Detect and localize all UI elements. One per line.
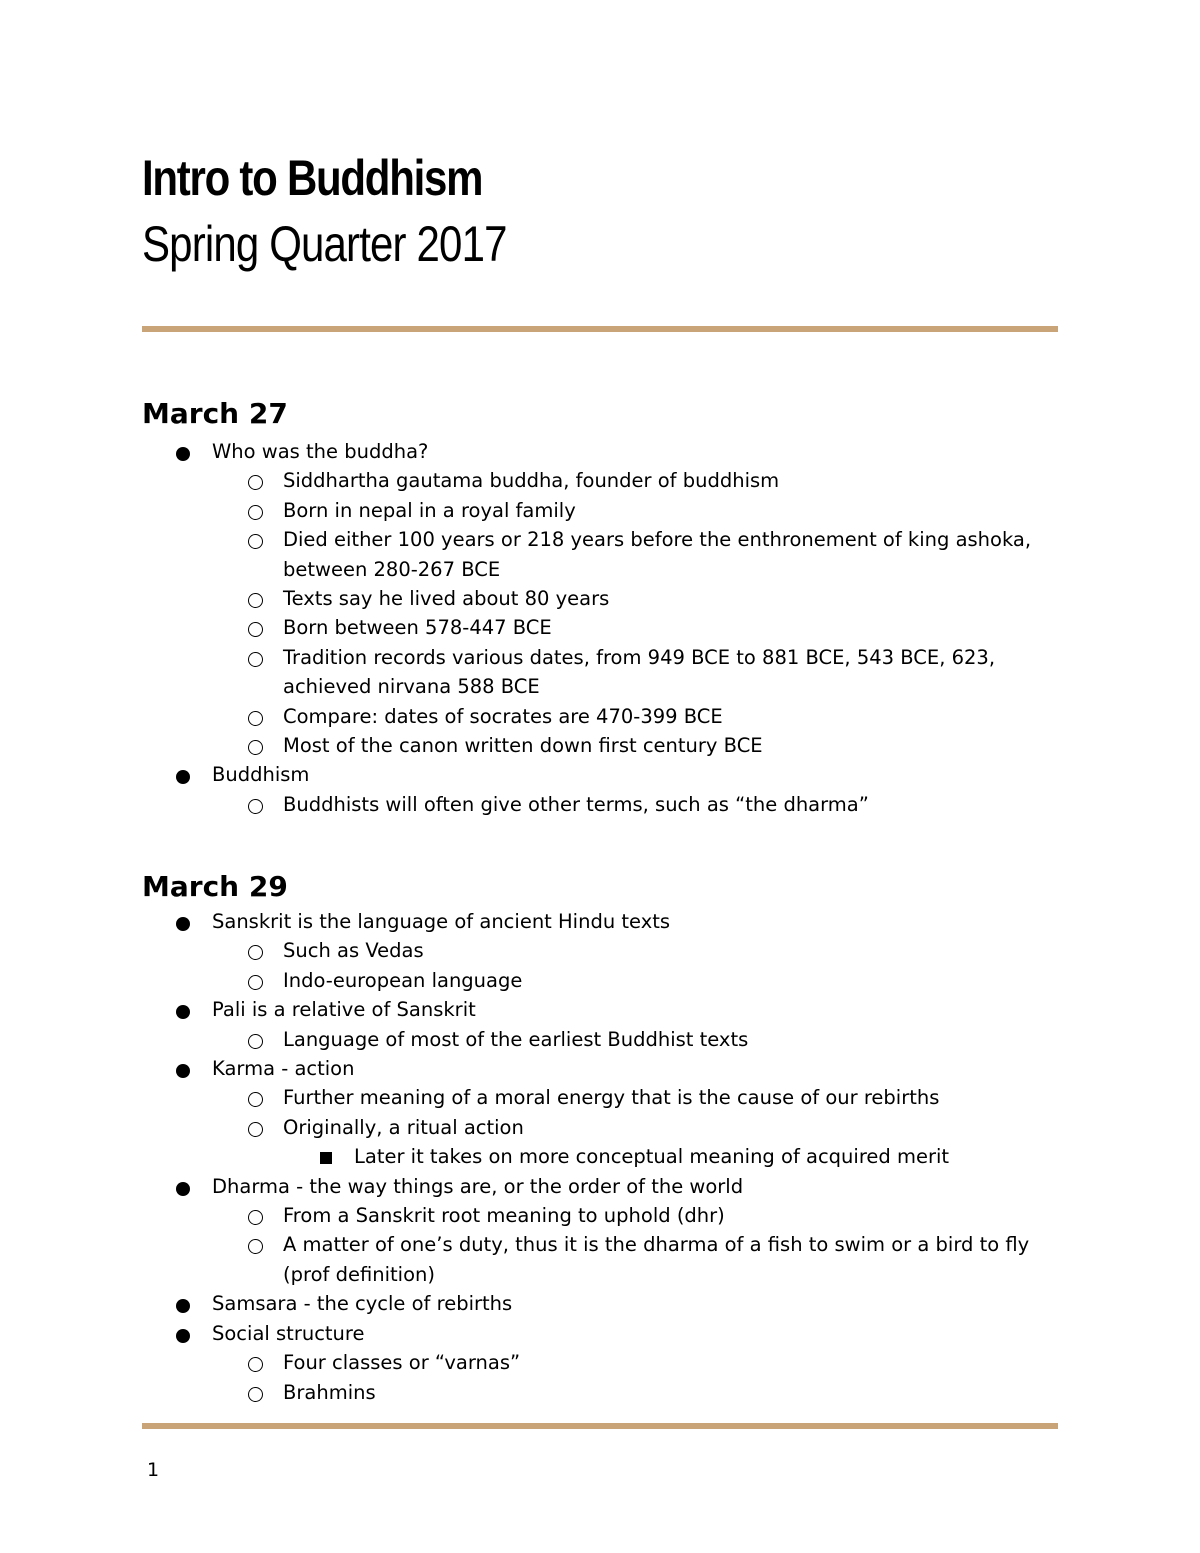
filled-circle-bullet-icon — [176, 447, 190, 461]
list-item-text: Who was the buddha? — [212, 440, 429, 463]
list-item-text: Such as Vedas — [283, 939, 424, 963]
hollow-circle-bullet-icon — [248, 1092, 263, 1107]
list-item — [142, 790, 1062, 819]
list-item-text: Died either 100 years or 218 years before the enthronement of king ashoka, between 280-267 BCE — [283, 528, 1032, 581]
list-item-text: Originally, a ritual action — [283, 1115, 524, 1139]
section-list-march-29 — [142, 907, 1062, 1407]
list-item — [142, 995, 1062, 1024]
list-item-text: Samsara - the cycle of rebirths — [212, 1292, 513, 1316]
list-item — [142, 1083, 1062, 1112]
list-item — [142, 584, 1062, 613]
list-item — [142, 760, 1062, 789]
list-item-text: Born in nepal in a royal family — [283, 498, 576, 522]
square-bullet-icon — [320, 1152, 332, 1164]
filled-circle-bullet-icon — [176, 770, 190, 784]
filled-circle-bullet-icon — [176, 1005, 190, 1019]
list-item — [142, 1289, 1062, 1318]
list-item-text: Tradition records various dates, from 949 BCE to 881 BCE, 543 BCE, 623, achieved nirvana 588 BCE — [283, 645, 996, 699]
list-item — [142, 966, 1062, 995]
list-item — [142, 702, 1062, 731]
hollow-circle-bullet-icon — [248, 945, 263, 960]
list-item — [142, 1319, 1062, 1348]
list-item-text: Karma - action — [212, 1057, 355, 1081]
list-item — [142, 466, 1062, 495]
list-item-text: Dharma - the way things are, or the order of the world — [212, 1174, 744, 1198]
footer-divider — [142, 1423, 1058, 1429]
list-item-text: Social structure — [212, 1321, 365, 1345]
hollow-circle-bullet-icon — [248, 475, 263, 490]
filled-circle-bullet-icon — [176, 1182, 190, 1196]
list-item-text: Buddhists will often give other terms, such as “the dharma” — [283, 792, 869, 816]
list-item-text: Brahmins — [283, 1380, 376, 1404]
hollow-circle-bullet-icon — [248, 799, 263, 814]
section-heading-march-27: March 27 — [142, 397, 288, 430]
list-item — [142, 907, 1062, 936]
list-item — [142, 643, 1062, 702]
list-item — [142, 1230, 1062, 1289]
list-item-text: A matter of one’s duty, thus it is the dharma of a fish to swim or a bird to fly (prof definition) — [283, 1233, 1030, 1286]
hollow-circle-bullet-icon — [248, 1122, 263, 1137]
list-item-text: Sanskrit is the language of ancient Hindu texts — [212, 910, 671, 933]
hollow-circle-bullet-icon — [248, 505, 263, 520]
hollow-circle-bullet-icon — [248, 622, 263, 637]
header-divider — [142, 326, 1058, 332]
list-item-text: Pali is a relative of Sanskrit — [212, 998, 476, 1022]
list-item — [142, 1113, 1062, 1142]
list-item-text: Most of the canon written down first century BCE — [283, 734, 763, 758]
hollow-circle-bullet-icon — [248, 1034, 263, 1049]
list-item-text: Buddhism — [212, 763, 310, 787]
list-item-text: Indo-european language — [283, 968, 523, 992]
section-heading-march-29: March 29 — [142, 870, 288, 903]
hollow-circle-bullet-icon — [248, 652, 263, 667]
hollow-circle-bullet-icon — [248, 1387, 263, 1402]
list-item — [142, 1378, 1062, 1407]
hollow-circle-bullet-icon — [248, 1357, 263, 1372]
list-item-text: Siddhartha gautama buddha, founder of buddhism — [283, 469, 780, 493]
list-item — [142, 1172, 1062, 1201]
list-item — [142, 1142, 1062, 1171]
list-item — [142, 1054, 1062, 1083]
list-item — [142, 496, 1062, 525]
list-item — [142, 1348, 1062, 1377]
hollow-circle-bullet-icon — [248, 1210, 263, 1225]
hollow-circle-bullet-icon — [248, 1239, 263, 1254]
filled-circle-bullet-icon — [176, 1329, 190, 1343]
page-number: 1 — [147, 1459, 160, 1481]
hollow-circle-bullet-icon — [248, 975, 263, 990]
hollow-circle-bullet-icon — [248, 534, 263, 549]
filled-circle-bullet-icon — [176, 1299, 190, 1313]
list-item-text: From a Sanskrit root meaning to uphold (dhr) — [283, 1204, 725, 1228]
list-item — [142, 1025, 1062, 1054]
filled-circle-bullet-icon — [176, 917, 190, 931]
list-item-text: Language of most of the earliest Buddhist texts — [283, 1027, 749, 1051]
section-list-march-27 — [142, 437, 1062, 819]
hollow-circle-bullet-icon — [248, 740, 263, 755]
document-title: Intro to Buddhism — [142, 150, 483, 206]
hollow-circle-bullet-icon — [248, 711, 263, 726]
list-item — [142, 731, 1062, 760]
list-item-text: Born between 578-447 BCE — [283, 616, 552, 640]
list-item — [142, 1201, 1062, 1230]
filled-circle-bullet-icon — [176, 1064, 190, 1078]
hollow-circle-bullet-icon — [248, 593, 263, 608]
list-item — [142, 613, 1062, 642]
list-item — [142, 936, 1062, 965]
document-subtitle: Spring Quarter 2017 — [142, 216, 507, 272]
list-item — [142, 437, 1062, 466]
list-item — [142, 525, 1062, 584]
list-item-text: Texts say he lived about 80 years — [283, 587, 610, 611]
list-item-text: Later it takes on more conceptual meaning of acquired merit — [354, 1145, 950, 1169]
list-item-text: Further meaning of a moral energy that is the cause of our rebirths — [283, 1086, 940, 1110]
list-item-text: Compare: dates of socrates are 470-399 BCE — [283, 704, 723, 728]
list-item-text: Four classes or “varnas” — [283, 1351, 521, 1375]
